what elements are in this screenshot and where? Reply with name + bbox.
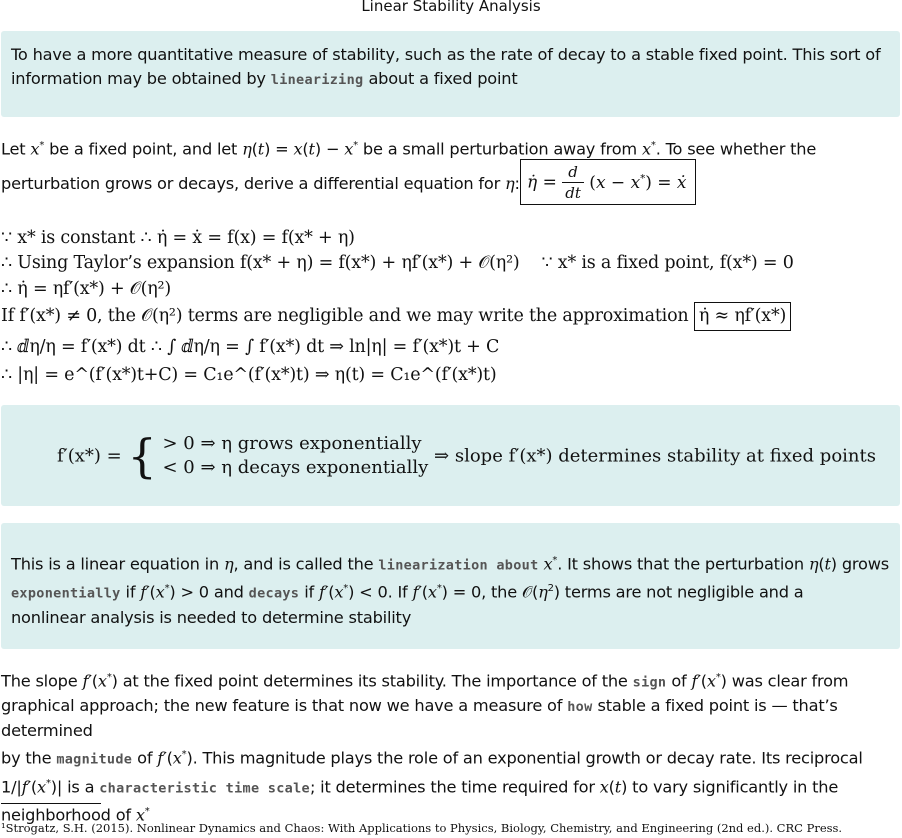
intro-box [1,31,900,117]
linearizing-term: linearizing [270,72,364,88]
intro-line-2: information may be obtained by linearizing about a fixed point [11,69,518,88]
approximation-box: η̇ ≈ ηf′(x*) [694,302,791,331]
decays-term: decays [248,585,300,602]
footnote: ¹Strogatz, S.H. (2015). Nonlinear Dynamics and Chaos: With Applications to Physics, Biology, Chemistry, and Engineering (2nd ed.). CRC Press. [1,821,843,835]
derivation-line-5: ∴ ⅆη/η = f′(x*) dt ∴ ∫ ⅆη/η = ∫ f′(x*) dt ⇒ ln|η| = f′(x*)t + C [1,337,500,357]
sign-term: sign [632,674,667,691]
case-grows: > 0 ⇒ η grows exponentially [162,433,422,454]
time-scale-term: characteristic time scale [99,780,310,797]
derivation-line-2: ∴ Using Taylor’s expansion f(x* + η) = f(x*) + ηf′(x*) + 𝒪(η²) ∵ x* is a fixed point, f(x*) = 0 [1,253,794,273]
stability-cases-box [1,405,900,506]
how-term: how [567,699,593,716]
footnote-divider [1,803,101,804]
intro-line-1: To have a more quantitative measure of stability, such as the rate of decay to a stable fixed point. This sort of [11,45,881,64]
slope-paragraph: The slope f′(x*) at the fixed point determines its stability. The importance of the sign of f′(x*) was clear from graphical approach; the new feature is that now we have a measure of how stable a fixed point is — that’s determined by the magnitude of f′(x*). This magnitude plays the role of an exponential growth or decay rate. Its reciprocal 1/|f′(x*)| is a characteristic time scale; it determines the time required for x(t) to vary significantly in the neighborhood of x* [1,671,863,825]
perturbation-paragraph: Let x* be a fixed point, and let η(t) = x(t) − x* be a small perturbation away from x*. To see whether the [1,139,817,159]
derivation-line-3: ∴ η̇ = ηf′(x*) + 𝒪(η²) [1,279,171,299]
perturbation-paragraph-2: perturbation grows or decays, derive a differential equation for η: [1,174,520,193]
eta-dot-definition: η̇ = $\frac{d}{dt}$ (x − x*) = ẋ [520,159,696,205]
derivation-line-1: ∵ x* is constant ∴ η̇ = ẋ = f(x) = f(x* + η) [1,228,355,248]
linearization-term: linearization about [378,557,539,574]
exponentially-term: exponentially [11,585,121,602]
case-decays: < 0 ⇒ η decays exponentially [162,457,429,478]
derivation-line-4: If f′(x*) ≠ 0, the 𝒪(η²) terms are negligible and we may write the approximation η̇ ≈ ηf′(x*) [1,302,791,331]
page-title: Linear Stability Analysis [361,0,541,15]
linearization-box: This is a linear equation in η, and is called the linearization about x*. It shows that the perturbation η(t) grows exponentially if f′(x*) > 0 and decays if f′(x*) < 0. If f′(x*) = 0, the $𝒪(\eta^2)$ terms are not negligible and a nonlinear analysis is needed to determine stability [1,523,900,649]
derivation-line-6: ∴ |η| = e^(f′(x*)t+C) = C₁e^(f′(x*)t) ⇒ η(t) = C₁e^(f′(x*)t) [1,365,497,385]
magnitude-term: magnitude [56,751,133,768]
slope-conclusion: ⇒ slope f′(x*) determines stability at fixed points [434,445,876,467]
stability-cases: f′(x*) = { > 0 ⇒ η grows exponentially < 0 ⇒ η decays exponentially ⇒ slope f′(x*) determines stability at fixed points [57,429,876,483]
